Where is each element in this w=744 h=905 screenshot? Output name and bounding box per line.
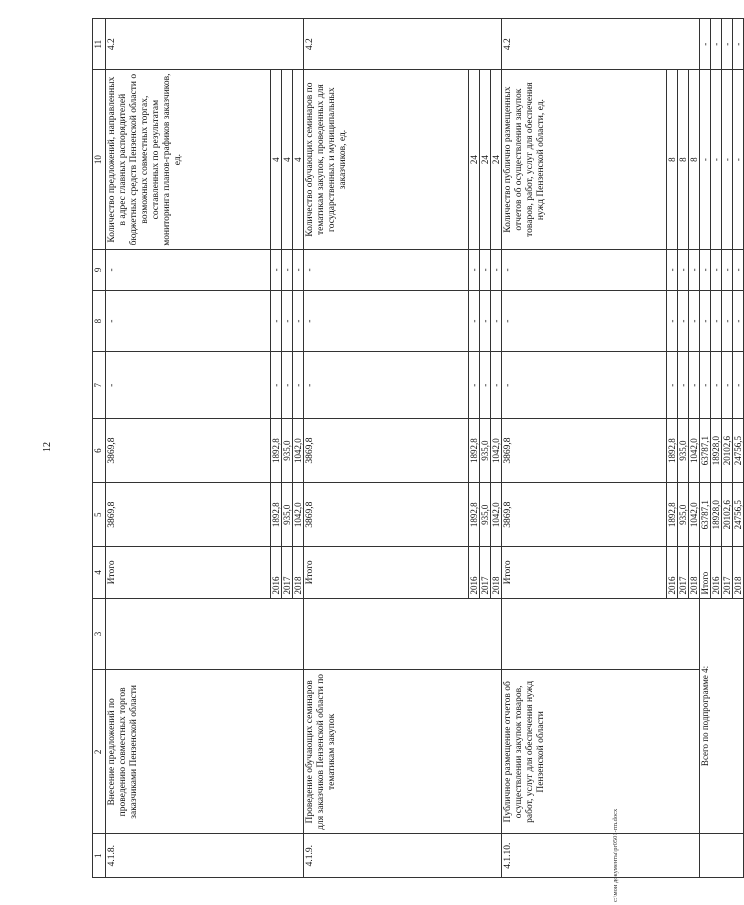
funding-col9: - [106,249,271,290]
funding-col7: - [689,352,700,419]
funding-col7: - [271,352,282,419]
year-label: 2018 [491,547,502,598]
funding-col8: - [480,290,491,352]
funding-total: 3869,8 [106,483,271,547]
funding-col8: - [722,290,733,352]
indicator-value: 24 [480,70,491,249]
indicator-value: 4 [293,70,304,249]
funding-regional: 935,0 [480,419,491,483]
funding-col8: - [293,290,304,352]
column-number: 8 [93,290,106,352]
funding-col8: - [700,290,711,352]
funding-col9: - [711,249,722,290]
indicator-link: 4.2 [304,19,502,70]
funding-col9: - [282,249,293,290]
indicator-value: 24 [469,70,480,249]
funding-col7: - [293,352,304,419]
funding-col8: - [667,290,678,352]
funding-regional: 20102,6 [722,419,733,483]
funding-col9: - [293,249,304,290]
funding-col9: - [667,249,678,290]
funding-col8: - [106,290,271,352]
funding-regional: 3869,8 [304,419,469,483]
activity-executor [304,598,502,670]
activity-number: 4.1.8. [106,834,304,878]
year-label: 2016 [711,547,722,598]
activity-row [502,19,667,878]
column-number: 4 [93,547,106,598]
funding-col7: - [469,352,480,419]
activity-number: 4.1.9. [304,834,502,878]
indicator-link: 4.2 [106,19,304,70]
funding-total: 63787,1 [700,483,711,547]
activity-row [304,19,469,878]
year-label: 2017 [722,547,733,598]
indicator-value: 8 [678,70,689,249]
funding-col7: - [722,352,733,419]
column-number: 5 [93,483,106,547]
funding-col8: - [304,290,469,352]
indicator-value: - [700,70,711,249]
funding-col7: - [491,352,502,419]
funding-col8: - [282,290,293,352]
program-activities-table [92,18,744,878]
funding-col9: - [502,249,667,290]
year-label: 2016 [469,547,480,598]
funding-col7: - [282,352,293,419]
funding-regional: 1892,8 [667,419,678,483]
indicator-link: - [700,19,711,70]
summary-row [700,19,711,878]
indicator-value: 8 [689,70,700,249]
funding-regional: 1042,0 [689,419,700,483]
indicator-link: 4.2 [502,19,700,70]
funding-col7: - [678,352,689,419]
funding-regional: 3869,8 [502,419,667,483]
funding-col7: - [304,352,469,419]
activity-name: Публичное размещение отчетов об осуществлении закупок товаров, работ, услуг для обеспечения нужд Пензенской области [502,670,700,834]
funding-col8: - [271,290,282,352]
indicator-name: Количество публично размещенных отчетов об осуществлении закупок товаров, работ, услуг для обеспечения нужд Пензенской области, ед. [502,70,667,249]
indicator-value: - [711,70,722,249]
funding-col8: - [678,290,689,352]
funding-col8: - [733,290,744,352]
funding-col9: - [733,249,744,290]
funding-total: 3869,8 [304,483,469,547]
funding-col9: - [689,249,700,290]
column-number: 6 [93,419,106,483]
funding-col8: - [711,290,722,352]
indicator-name: Количество предложений, направленных в адрес главных распорядителей бюджетных средств Пензенской области о возможных совместных торгах, составленных по результатам мониторинга планов-графиков заказчиков, ед. [106,70,271,249]
funding-regional: 63787,1 [700,419,711,483]
indicator-value: 4 [271,70,282,249]
funding-col9: - [469,249,480,290]
year-label: 2016 [667,547,678,598]
funding-total: 935,0 [282,483,293,547]
funding-total: 1042,0 [689,483,700,547]
year-label: 2017 [678,547,689,598]
funding-total: 20102,6 [722,483,733,547]
funding-regional: 1892,8 [469,419,480,483]
funding-col8: - [502,290,667,352]
column-number: 10 [93,70,106,249]
funding-total: 1892,8 [271,483,282,547]
funding-col8: - [469,290,480,352]
indicator-link: - [722,19,733,70]
funding-regional: 935,0 [282,419,293,483]
indicator-link: - [711,19,722,70]
funding-total: 1892,8 [469,483,480,547]
column-numbers-row [93,19,106,878]
indicator-link: - [733,19,744,70]
column-number: 3 [93,598,106,670]
funding-regional: 24756,5 [733,419,744,483]
column-number: 2 [93,670,106,834]
funding-total: 935,0 [678,483,689,547]
year-label: Итого [502,547,667,598]
year-label: 2018 [689,547,700,598]
funding-col9: - [678,249,689,290]
activity-executor [502,598,700,670]
funding-col7: - [502,352,667,419]
activity-executor [106,598,304,670]
year-label: Итого [106,547,271,598]
funding-col9: - [480,249,491,290]
funding-col9: - [700,249,711,290]
indicator-value: 24 [491,70,502,249]
year-label: Итого [700,547,711,598]
year-label: 2018 [733,547,744,598]
column-number: 9 [93,249,106,290]
column-number: 7 [93,352,106,419]
funding-regional: 1892,8 [271,419,282,483]
funding-total: 1042,0 [491,483,502,547]
activity-row [106,19,271,878]
funding-col7: - [700,352,711,419]
funding-col8: - [689,290,700,352]
indicator-name: Количество обучающих семинаров по тематикам закупок, проведенных для государственных и муниципальных заказчиков, ед. [304,70,469,249]
year-label: 2016 [271,547,282,598]
indicator-value: 4 [282,70,293,249]
funding-col9: - [491,249,502,290]
indicator-value: - [722,70,733,249]
funding-total: 1042,0 [293,483,304,547]
funding-col8: - [491,290,502,352]
funding-total: 24756,5 [733,483,744,547]
activity-number: 4.1.10. [502,834,700,878]
funding-regional: 1042,0 [293,419,304,483]
year-label: 2017 [282,547,293,598]
year-label: 2018 [293,547,304,598]
funding-regional: 935,0 [678,419,689,483]
funding-col7: - [733,352,744,419]
year-label: 2017 [480,547,491,598]
funding-total: 1892,8 [667,483,678,547]
activity-name: Проведение обучающих семинаров для заказчиков Пензенской области по тематикам закупок [304,670,502,834]
indicator-value: 8 [667,70,678,249]
funding-regional: 1042,0 [491,419,502,483]
year-label: Итого [304,547,469,598]
funding-col7: - [480,352,491,419]
funding-col9: - [722,249,733,290]
funding-col7: - [106,352,271,419]
summary-blank [700,834,744,878]
activity-name: Внесение предложений по проведению совместных торгов заказчиками Пензенской области [106,670,304,834]
funding-col7: - [667,352,678,419]
funding-col9: - [304,249,469,290]
summary-label: Всего по подпрограмме 4: [700,598,744,834]
column-number: 11 [93,19,106,70]
funding-total: 18928,0 [711,483,722,547]
funding-regional: 3869,8 [106,419,271,483]
indicator-value: - [733,70,744,249]
page-number: 12 [42,442,53,452]
funding-total: 3869,8 [502,483,667,547]
column-number: 1 [93,834,106,878]
footer-file-path: c:\мои документы\pr0501-rm.docx [612,808,619,902]
funding-col7: - [711,352,722,419]
funding-total: 935,0 [480,483,491,547]
funding-regional: 18928,0 [711,419,722,483]
funding-col9: - [271,249,282,290]
